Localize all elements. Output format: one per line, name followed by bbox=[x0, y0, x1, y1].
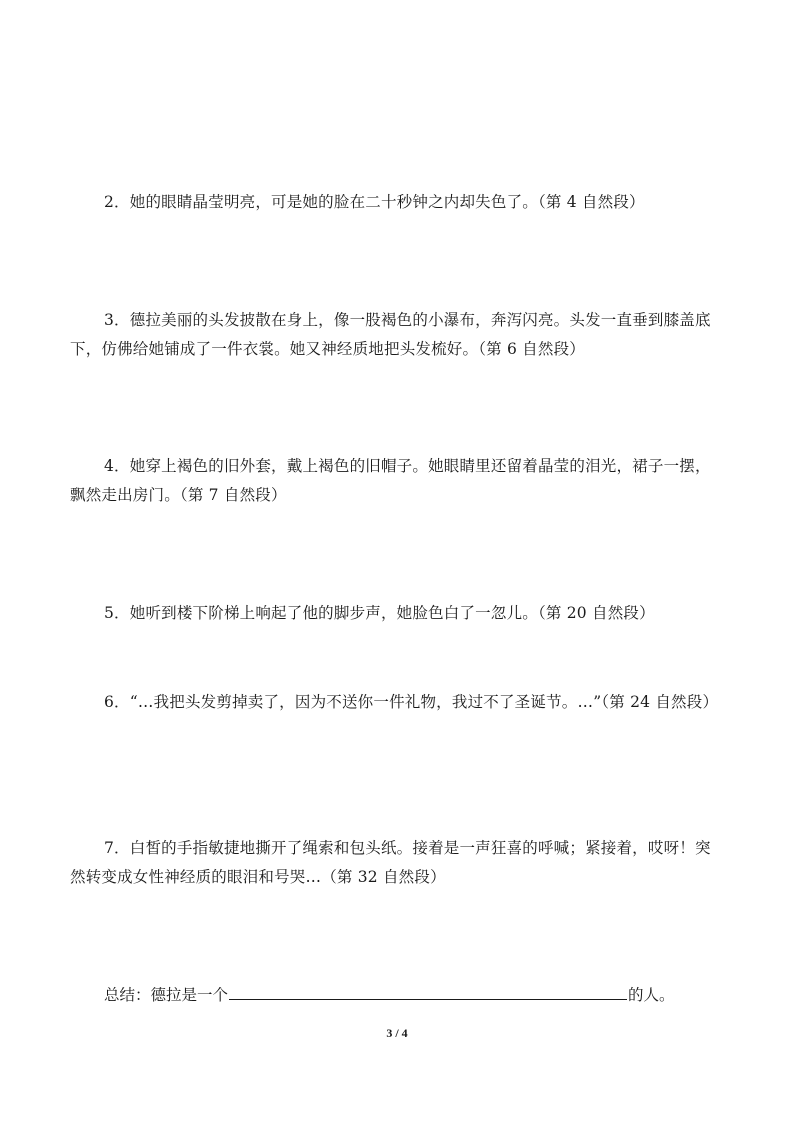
summary-prefix: 总结：德拉是一个 bbox=[104, 986, 229, 1004]
question-paragraph-2: 2．她的眼睛晶莹明亮，可是她的脸在二十秒钟之内却失色了。（第 4 自然段） bbox=[104, 193, 645, 211]
page-number: 3 / 4 bbox=[386, 1026, 408, 1040]
question-paragraph-6: 6．“…我把头发剪掉卖了，因为不送你一件礼物，我过不了圣诞节。…”（第 24 自然段） bbox=[104, 693, 719, 711]
question-paragraph-4: 4．她穿上褐色的旧外套，戴上褐色的旧帽子。她眼睛里还留着晶莹的泪光，裙子一摆，飘然走出房门。（第 7 自然段） bbox=[70, 457, 711, 504]
summary-line bbox=[104, 981, 675, 1010]
question-paragraph-5: 5．她听到楼下阶梯上响起了他的脚步声，她脸色白了一忽儿。（第 20 自然段） bbox=[104, 604, 655, 622]
question-paragraph-7: 7．白皙的手指敏捷地撕开了绳索和包头纸。接着是一声狂喜的呼喊；紧接着，哎呀！突然转变成女性神经质的眼泪和号哭…（第 32 自然段） bbox=[70, 839, 711, 886]
question-paragraph-3: 3．德拉美丽的头发披散在身上，像一股褐色的小瀑布，奔泻闪亮。头发一直垂到膝盖底下，仿佛给她铺成了一件衣裳。她又神经质地把头发梳好。（第 6 自然段） bbox=[70, 311, 711, 358]
summary-suffix: 的人。 bbox=[628, 986, 675, 1004]
summary-answer-blank[interactable] bbox=[229, 981, 627, 1000]
